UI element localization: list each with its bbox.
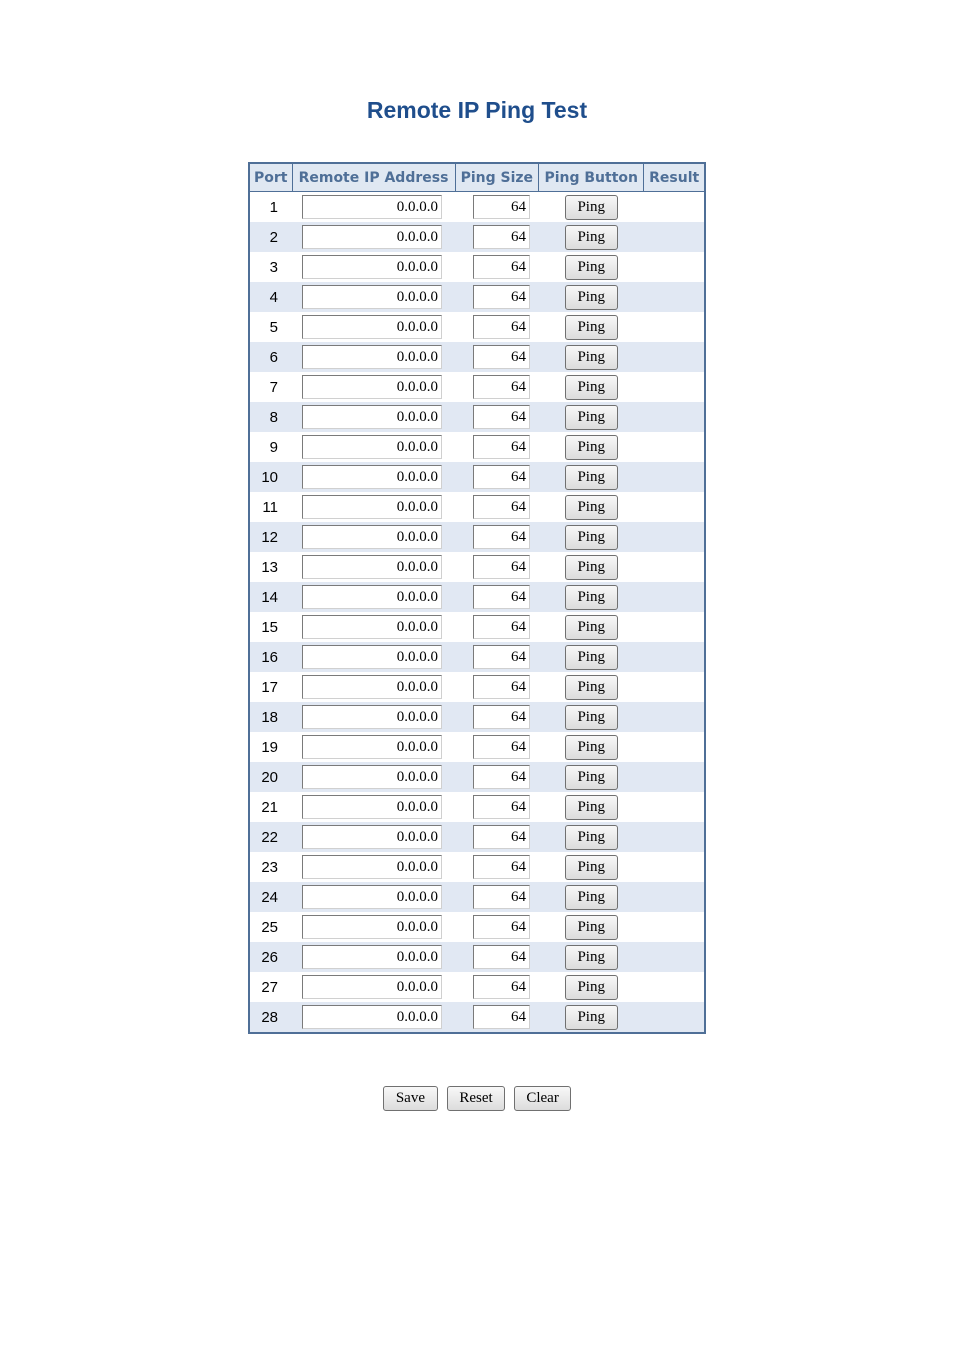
table-row: [249, 222, 705, 252]
ping-size-input[interactable]: [473, 315, 530, 339]
ping-size-input[interactable]: [473, 345, 530, 369]
table-row: [249, 882, 705, 912]
ping-size-input[interactable]: [473, 975, 530, 999]
result-cell: [644, 522, 705, 552]
ip-cell: [292, 672, 455, 702]
result-cell: [644, 642, 705, 672]
result-cell: [644, 672, 705, 702]
table-row: [249, 762, 705, 792]
remote-ip-input[interactable]: [302, 525, 442, 549]
remote-ip-input[interactable]: [302, 375, 442, 399]
remote-ip-input[interactable]: [302, 705, 442, 729]
port-cell: 20: [249, 762, 292, 792]
ip-cell: [292, 252, 455, 282]
ping-size-input[interactable]: [473, 225, 530, 249]
remote-ip-input[interactable]: [302, 255, 442, 279]
size-cell: [455, 522, 539, 552]
ping-button[interactable]: Ping: [565, 975, 618, 1000]
remote-ip-input[interactable]: [302, 585, 442, 609]
remote-ip-input[interactable]: [302, 735, 442, 759]
ping-size-input[interactable]: [473, 855, 530, 879]
button-cell: [539, 852, 644, 882]
size-cell: [455, 252, 539, 282]
ping-button[interactable]: Ping: [565, 255, 618, 280]
size-cell: [455, 792, 539, 822]
result-cell: [644, 732, 705, 762]
ip-cell: [292, 312, 455, 342]
remote-ip-input[interactable]: [302, 345, 442, 369]
header-ping-button: Ping Button: [539, 163, 644, 192]
port-cell: 25: [249, 912, 292, 942]
table-row: [249, 582, 705, 612]
size-cell: [455, 942, 539, 972]
size-cell: [455, 882, 539, 912]
table-row: [249, 402, 705, 432]
button-cell: [539, 492, 644, 522]
port-cell: 8: [249, 402, 292, 432]
remote-ip-input[interactable]: [302, 435, 442, 459]
ip-cell: [292, 822, 455, 852]
size-cell: [455, 402, 539, 432]
result-cell: [644, 402, 705, 432]
remote-ip-input[interactable]: [302, 555, 442, 579]
button-cell: [539, 672, 644, 702]
ping-button[interactable]: Ping: [565, 585, 618, 610]
remote-ip-input[interactable]: [302, 1005, 442, 1029]
table-row: [249, 522, 705, 552]
result-cell: [644, 582, 705, 612]
result-cell: [644, 612, 705, 642]
ping-button[interactable]: Ping: [565, 645, 618, 670]
remote-ip-input[interactable]: [302, 195, 442, 219]
ping-size-input[interactable]: [473, 615, 530, 639]
port-cell: 12: [249, 522, 292, 552]
ping-button[interactable]: Ping: [565, 225, 618, 250]
remote-ip-input[interactable]: [302, 285, 442, 309]
table-row: [249, 1002, 705, 1033]
ip-cell: [292, 702, 455, 732]
result-cell: [644, 882, 705, 912]
ping-size-input[interactable]: [473, 795, 530, 819]
header-port: Port: [249, 163, 292, 192]
ping-button[interactable]: Ping: [565, 495, 618, 520]
ping-button[interactable]: Ping: [565, 525, 618, 550]
port-cell: 14: [249, 582, 292, 612]
remote-ip-input[interactable]: [302, 225, 442, 249]
button-cell: [539, 402, 644, 432]
button-cell: [539, 612, 644, 642]
ping-size-input[interactable]: [473, 1005, 530, 1029]
table-row: [249, 942, 705, 972]
ip-cell: [292, 342, 455, 372]
port-cell: 7: [249, 372, 292, 402]
remote-ip-input[interactable]: [302, 855, 442, 879]
result-cell: [644, 912, 705, 942]
ping-size-input[interactable]: [473, 465, 530, 489]
ping-button[interactable]: Ping: [565, 675, 618, 700]
table-row: [249, 732, 705, 762]
button-cell: [539, 552, 644, 582]
table-row: [249, 852, 705, 882]
result-cell: [644, 462, 705, 492]
save-button[interactable]: Save: [383, 1086, 438, 1111]
size-cell: [455, 312, 539, 342]
table-row: [249, 792, 705, 822]
button-cell: [539, 792, 644, 822]
result-cell: [644, 942, 705, 972]
ping-size-input[interactable]: [473, 675, 530, 699]
ip-cell: [292, 972, 455, 1002]
port-cell: 18: [249, 702, 292, 732]
table-row: [249, 642, 705, 672]
ping-button[interactable]: Ping: [565, 615, 618, 640]
size-cell: [455, 582, 539, 612]
button-cell: [539, 1002, 644, 1033]
button-cell: [539, 282, 644, 312]
button-cell: [539, 702, 644, 732]
ip-cell: [292, 762, 455, 792]
size-cell: [455, 762, 539, 792]
ip-cell: [292, 1002, 455, 1033]
ip-cell: [292, 372, 455, 402]
button-cell: [539, 642, 644, 672]
result-cell: [644, 492, 705, 522]
port-cell: 23: [249, 852, 292, 882]
size-cell: [455, 432, 539, 462]
action-bar: [0, 1086, 954, 1111]
table-row: [249, 282, 705, 312]
ip-cell: [292, 912, 455, 942]
port-cell: 27: [249, 972, 292, 1002]
button-cell: [539, 432, 644, 462]
ip-cell: [292, 282, 455, 312]
ping-size-input[interactable]: [473, 735, 530, 759]
ping-button[interactable]: Ping: [565, 1005, 618, 1030]
ping-size-input[interactable]: [473, 585, 530, 609]
ping-size-input[interactable]: [473, 945, 530, 969]
ip-cell: [292, 612, 455, 642]
port-cell: 10: [249, 462, 292, 492]
button-cell: [539, 222, 644, 252]
size-cell: [455, 1002, 539, 1033]
table-row: [249, 552, 705, 582]
ping-button[interactable]: Ping: [565, 465, 618, 490]
remote-ip-input[interactable]: [302, 615, 442, 639]
size-cell: [455, 732, 539, 762]
button-cell: [539, 942, 644, 972]
remote-ip-input[interactable]: [302, 885, 442, 909]
size-cell: [455, 282, 539, 312]
ip-cell: [292, 522, 455, 552]
table-row: [249, 972, 705, 1002]
table-row: [249, 462, 705, 492]
size-cell: [455, 192, 539, 223]
remote-ip-input[interactable]: [302, 795, 442, 819]
table-row: [249, 612, 705, 642]
button-cell: [539, 732, 644, 762]
button-cell: [539, 342, 644, 372]
button-cell: [539, 252, 644, 282]
remote-ip-input[interactable]: [302, 975, 442, 999]
result-cell: [644, 972, 705, 1002]
ping-size-input[interactable]: [473, 825, 530, 849]
size-cell: [455, 912, 539, 942]
ping-button[interactable]: Ping: [565, 855, 618, 880]
port-cell: 2: [249, 222, 292, 252]
button-cell: [539, 582, 644, 612]
ip-cell: [292, 882, 455, 912]
ping-button[interactable]: Ping: [565, 795, 618, 820]
result-cell: [644, 372, 705, 402]
ping-size-input[interactable]: [473, 555, 530, 579]
size-cell: [455, 372, 539, 402]
table-row: [249, 912, 705, 942]
port-cell: 24: [249, 882, 292, 912]
remote-ip-input[interactable]: [302, 915, 442, 939]
size-cell: [455, 642, 539, 672]
size-cell: [455, 972, 539, 1002]
result-cell: [644, 762, 705, 792]
table-row: [249, 252, 705, 282]
ip-cell: [292, 552, 455, 582]
ping-button[interactable]: Ping: [565, 705, 618, 730]
size-cell: [455, 702, 539, 732]
port-cell: 26: [249, 942, 292, 972]
size-cell: [455, 552, 539, 582]
port-cell: 22: [249, 822, 292, 852]
button-cell: [539, 462, 644, 492]
size-cell: [455, 492, 539, 522]
result-cell: [644, 1002, 705, 1033]
size-cell: [455, 822, 539, 852]
ip-cell: [292, 222, 455, 252]
ip-cell: [292, 192, 455, 223]
ping-size-input[interactable]: [473, 285, 530, 309]
ping-size-input[interactable]: [473, 705, 530, 729]
reset-button[interactable]: Reset: [447, 1086, 505, 1111]
table-row: [249, 312, 705, 342]
result-cell: [644, 342, 705, 372]
result-cell: [644, 552, 705, 582]
button-cell: [539, 522, 644, 552]
port-cell: 15: [249, 612, 292, 642]
ping-button[interactable]: Ping: [565, 375, 618, 400]
remote-ip-input[interactable]: [302, 495, 442, 519]
size-cell: [455, 852, 539, 882]
port-cell: 3: [249, 252, 292, 282]
ping-button[interactable]: Ping: [565, 945, 618, 970]
table-row: [249, 342, 705, 372]
ping-button[interactable]: Ping: [565, 825, 618, 850]
ping-button[interactable]: Ping: [565, 405, 618, 430]
ip-cell: [292, 432, 455, 462]
table-row: [249, 372, 705, 402]
port-cell: 13: [249, 552, 292, 582]
port-cell: 11: [249, 492, 292, 522]
result-cell: [644, 702, 705, 732]
ping-size-input[interactable]: [473, 645, 530, 669]
size-cell: [455, 612, 539, 642]
header-ping-size: Ping Size: [455, 163, 539, 192]
ip-cell: [292, 852, 455, 882]
table-row: [249, 192, 705, 223]
ip-cell: [292, 942, 455, 972]
ping-button[interactable]: Ping: [565, 315, 618, 340]
ip-cell: [292, 582, 455, 612]
result-cell: [644, 192, 705, 223]
ip-cell: [292, 792, 455, 822]
ip-cell: [292, 462, 455, 492]
button-cell: [539, 762, 644, 792]
port-cell: 1: [249, 192, 292, 223]
size-cell: [455, 672, 539, 702]
table-row: [249, 672, 705, 702]
remote-ip-input[interactable]: [302, 315, 442, 339]
ping-table: [248, 162, 706, 1034]
ip-cell: [292, 402, 455, 432]
remote-ip-input[interactable]: [302, 645, 442, 669]
ip-cell: [292, 642, 455, 672]
result-cell: [644, 222, 705, 252]
button-cell: [539, 372, 644, 402]
remote-ip-input[interactable]: [302, 405, 442, 429]
result-cell: [644, 282, 705, 312]
port-cell: 17: [249, 672, 292, 702]
table-row: [249, 702, 705, 732]
clear-button[interactable]: Clear: [514, 1086, 571, 1111]
ping-button[interactable]: Ping: [565, 345, 618, 370]
remote-ip-input[interactable]: [302, 825, 442, 849]
result-cell: [644, 822, 705, 852]
remote-ip-input[interactable]: [302, 465, 442, 489]
button-cell: [539, 972, 644, 1002]
button-cell: [539, 912, 644, 942]
size-cell: [455, 222, 539, 252]
port-cell: 9: [249, 432, 292, 462]
ping-size-input[interactable]: [473, 885, 530, 909]
ping-size-input[interactable]: [473, 375, 530, 399]
port-cell: 5: [249, 312, 292, 342]
ping-size-input[interactable]: [473, 435, 530, 459]
port-cell: 16: [249, 642, 292, 672]
ip-cell: [292, 492, 455, 522]
table-row: [249, 492, 705, 522]
ping-button[interactable]: Ping: [565, 195, 618, 220]
ping-button[interactable]: Ping: [565, 765, 618, 790]
ping-size-input[interactable]: [473, 405, 530, 429]
result-cell: [644, 792, 705, 822]
size-cell: [455, 462, 539, 492]
ping-size-input[interactable]: [473, 765, 530, 789]
port-cell: 21: [249, 792, 292, 822]
button-cell: [539, 192, 644, 223]
remote-ip-input[interactable]: [302, 765, 442, 789]
ping-size-input[interactable]: [473, 915, 530, 939]
port-cell: 6: [249, 342, 292, 372]
ping-button[interactable]: Ping: [565, 555, 618, 580]
ping-button[interactable]: Ping: [565, 735, 618, 760]
ip-cell: [292, 732, 455, 762]
ping-button[interactable]: Ping: [565, 435, 618, 460]
button-cell: [539, 312, 644, 342]
header-result: Result: [644, 163, 705, 192]
ping-button[interactable]: Ping: [565, 285, 618, 310]
ping-size-input[interactable]: [473, 495, 530, 519]
button-cell: [539, 822, 644, 852]
remote-ip-input[interactable]: [302, 945, 442, 969]
ping-size-input[interactable]: [473, 195, 530, 219]
result-cell: [644, 852, 705, 882]
button-cell: [539, 882, 644, 912]
table-row: [249, 822, 705, 852]
result-cell: [644, 432, 705, 462]
remote-ip-input[interactable]: [302, 675, 442, 699]
port-cell: 4: [249, 282, 292, 312]
result-cell: [644, 252, 705, 282]
header-remote-ip: Remote IP Address: [292, 163, 455, 192]
size-cell: [455, 342, 539, 372]
ping-size-input[interactable]: [473, 525, 530, 549]
table-row: [249, 432, 705, 462]
ping-button[interactable]: Ping: [565, 915, 618, 940]
result-cell: [644, 312, 705, 342]
port-cell: 19: [249, 732, 292, 762]
page-title: Remote IP Ping Test: [366, 97, 588, 123]
table-header-row: [249, 163, 705, 192]
ping-button[interactable]: Ping: [565, 885, 618, 910]
ping-size-input[interactable]: [473, 255, 530, 279]
port-cell: 28: [249, 1002, 292, 1033]
